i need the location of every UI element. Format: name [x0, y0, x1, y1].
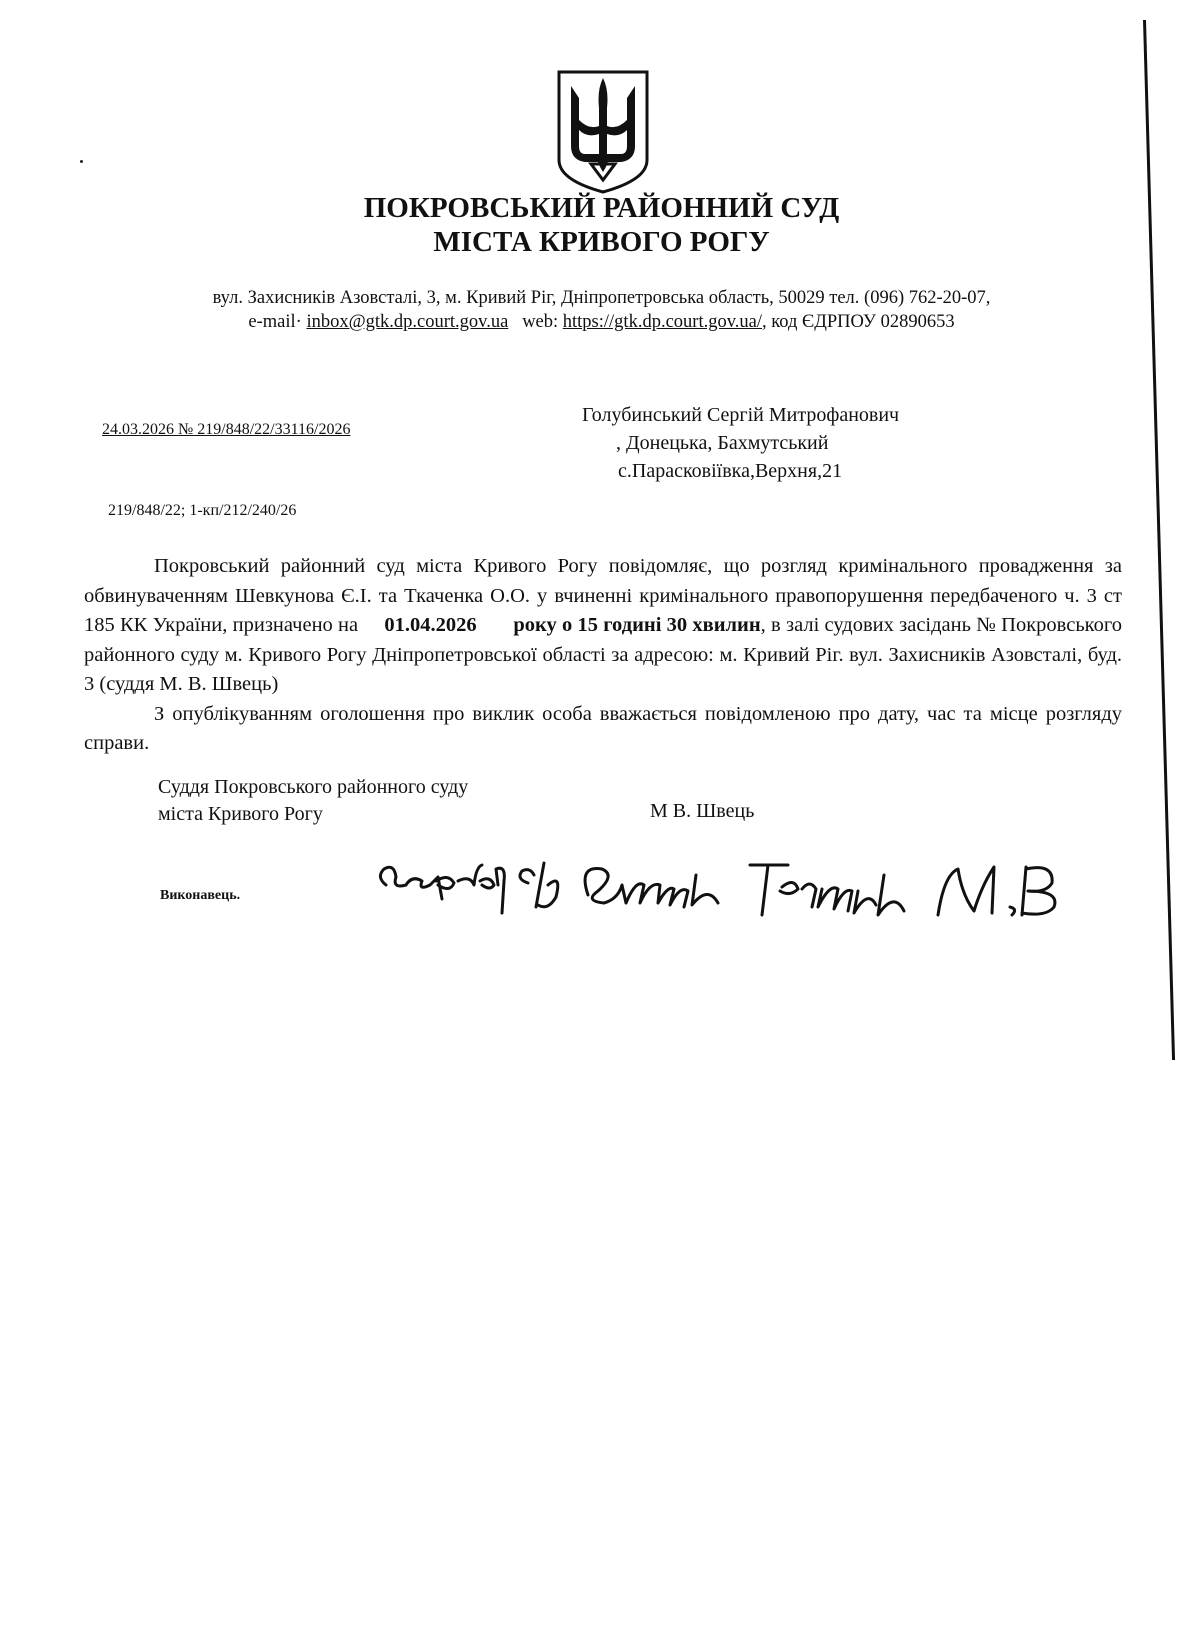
court-name-line2: МІСТА КРИВОГО РОГУ: [433, 226, 770, 258]
judge-title-line1: Суддя Покровського районного суду: [158, 776, 469, 798]
scan-speck: [80, 160, 83, 163]
handwritten-signature: [378, 855, 1068, 950]
email-link[interactable]: inbox@gtk.dp.court.gov.ua: [306, 312, 509, 332]
notice-paragraph-1: Покровський районний суд міста Кривого Рогу повідомляє, що розгляд кримінального провадження за обвинуваченням Шевкунова Є.І. та Ткаченка О.О. у вчиненні кримінального правопорушення передбаченого ч. 3 ст 185 КК України, призначено на 01.04.2026 року о 15 годині 30 хвилин, в залі судових засідань № Покровського районного суду м. Кривого Рогу Дніпропетровської області за адресою: м. Кривий Ріг. вул. Захисників Азовсталі, буд. 3 (суддя М. В. Швець): [84, 555, 1122, 695]
trident-emblem-icon: [555, 68, 651, 196]
notice-paragraph-2: З опублікуванням оголошення про виклик особа вважається повідомленою про дату, час та місце розгляду справи.: [84, 702, 1122, 754]
web-label: web:: [522, 312, 559, 332]
email-label: e-mail·: [248, 312, 302, 332]
notice-body: [84, 552, 1122, 759]
scan-edge-line: [1143, 20, 1175, 1060]
judge-title-line2: міста Кривого Рогу: [158, 803, 323, 825]
recipient-name: Голубинський Сергій Митрофанович: [582, 404, 900, 426]
year-word: року о: [513, 614, 573, 636]
executor-label: Виконавець.: [160, 888, 241, 903]
hearing-time: 15 годині 30 хвилин: [577, 614, 761, 636]
court-contacts: [0, 310, 1203, 334]
court-address: вул. Захисників Азовсталі, 3, м. Кривий Ріг, Дніпропетровська область, 50029 тел. (096) 762-20-07,: [212, 288, 991, 308]
case-numbers: 219/848/22; 1-кп/212/240/26: [108, 502, 297, 519]
judge-name: М В. Швець: [650, 800, 755, 822]
outgoing-registration-number: 24.03.2026 № 219/848/22/33116/2026: [102, 421, 351, 438]
recipient-address-line2: , Донецька, Бахмутський: [616, 432, 829, 454]
hearing-date: 01.04.2026: [384, 614, 477, 636]
court-name-line1: ПОКРОВСЬКИЙ РАЙОННИЙ СУД: [363, 192, 840, 224]
edrpou-code: , код ЄДРПОУ 02890653: [761, 312, 955, 332]
web-link[interactable]: https://gtk.dp.court.gov.ua/: [562, 312, 762, 332]
recipient-address-line3: с.Парасковіївка,Верхня,21: [618, 460, 843, 482]
